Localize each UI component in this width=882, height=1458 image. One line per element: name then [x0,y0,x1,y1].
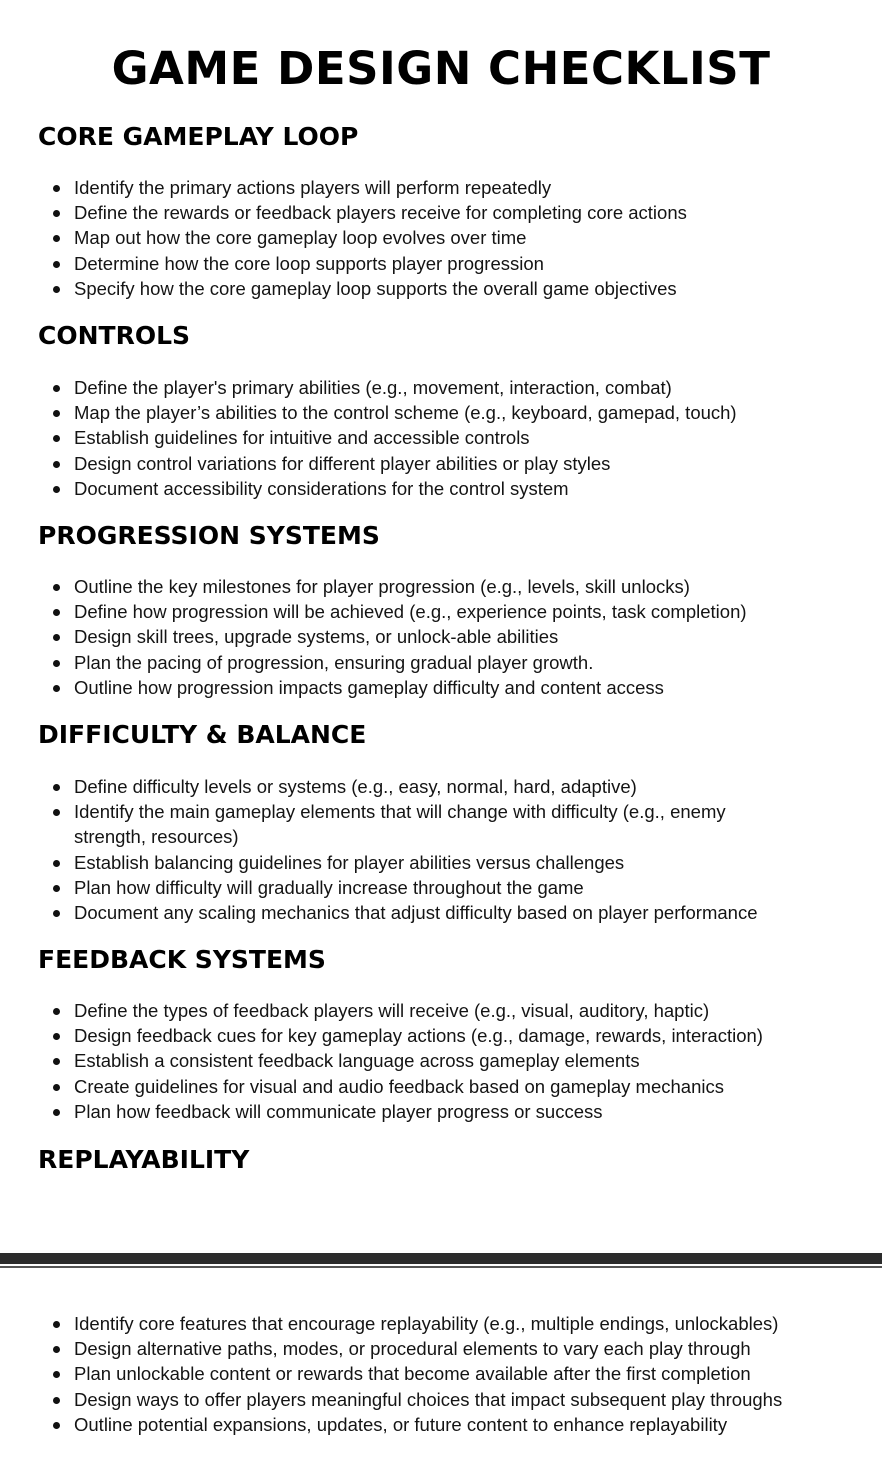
list-item [38,451,858,476]
section-difficulty-balance [38,720,858,925]
bullet-icon [53,1084,60,1091]
list-item [38,400,858,425]
section-heading: CORE GAMEPLAY LOOP [38,122,359,151]
bullet-icon [53,461,60,468]
item-text: Create guidelines for visual and audio feedback based on gameplay mechanics [74,1075,724,1097]
item-text: Define the types of feedback players will receive (e.g., visual, auditory, haptic) [74,1000,710,1021]
section-progression-systems [38,521,858,700]
list-item [38,1336,858,1361]
page-break-line [0,1266,882,1268]
bullet-icon [53,410,60,417]
item-text: Plan how difficulty will gradually increase throughout the game [74,876,584,898]
list-item [38,175,858,200]
item-text: Identify core features that encourage replayability (e.g., multiple endings, unlockables) [74,1313,779,1334]
bullet-icon [53,885,60,892]
item-text: Identify the main gameplay elements that will change with difficulty (e.g., enemy strength, resources) [74,801,726,848]
item-text: Map out how the core gameplay loop evolves over time [74,227,527,249]
list-item [38,624,858,649]
bullet-icon [53,235,60,242]
list-item [38,1099,858,1124]
checklist [38,998,858,1124]
section-replayability-items [38,1311,858,1437]
list-item [38,1023,858,1048]
section-controls [38,321,858,501]
list-item [38,1412,858,1437]
list-item [38,799,858,849]
bullet-icon [53,1346,60,1353]
list-item [38,1311,858,1336]
section-feedback-systems [38,945,858,1124]
section-heading: FEEDBACK SYSTEMS [38,945,326,974]
item-text: Design alternative paths, modes, or procedural elements to vary each play through [74,1338,751,1360]
item-text: Establish a consistent feedback language across gameplay elements [74,1050,640,1072]
bullet-icon [53,1033,60,1040]
item-text: Plan how feedback will communicate player progress or success [74,1100,603,1122]
section-heading: DIFFICULTY & BALANCE [38,720,367,749]
item-text: Document accessibility considerations for the control system [74,477,569,499]
list-item [38,650,858,675]
bullet-icon [53,1008,60,1015]
bullet-icon [53,1397,60,1404]
bullet-icon [53,385,60,392]
list-item [38,225,858,250]
list-item [38,1361,858,1386]
section-heading: CONTROLS [38,321,191,350]
bullet-icon [53,685,60,692]
bullet-icon [53,584,60,591]
checklist [38,175,858,301]
checklist [38,375,858,501]
item-text: Outline potential expansions, updates, or future content to enhance replayability [74,1413,728,1435]
item-text: Outline the key milestones for player progression (e.g., levels, skill unlocks) [74,576,690,597]
bullet-icon [53,1058,60,1065]
item-text: Define how progression will be achieved (e.g., experience points, task completion) [74,601,747,623]
section-heading: REPLAYABILITY [38,1145,250,1174]
bullet-icon [53,1371,60,1378]
list-item [38,675,858,700]
page-break [0,1253,882,1269]
item-text: Design ways to offer players meaningful choices that impact subsequent play throughs [74,1388,783,1410]
list-item [38,1048,858,1073]
bullet-icon [53,286,60,293]
list-item [38,375,858,400]
bullet-icon [53,486,60,493]
bullet-icon [53,910,60,917]
bullet-icon [53,185,60,192]
item-text: Define difficulty levels or systems (e.g., easy, normal, hard, adaptive) [74,776,637,797]
section-replayability [38,1145,858,1175]
list-item [38,425,858,450]
item-text: Document any scaling mechanics that adjust difficulty based on player performance [74,902,758,924]
bullet-icon [53,860,60,867]
bullet-icon [53,210,60,217]
bullet-icon [53,660,60,667]
checklist [38,1311,858,1437]
section-heading: PROGRESSION SYSTEMS [38,521,380,550]
item-text: Specify how the core gameplay loop supports the overall game objectives [74,277,677,299]
bullet-icon [53,1109,60,1116]
list-item [38,476,858,501]
bullet-icon [53,634,60,641]
list-item [38,200,858,225]
page-break-bar [0,1253,882,1264]
list-item [38,850,858,875]
list-item [38,574,858,599]
item-text: Plan the pacing of progression, ensuring gradual player growth. [74,651,594,673]
section-core-gameplay-loop [38,122,858,301]
item-text: Design feedback cues for key gameplay actions (e.g., damage, rewards, interaction) [74,1025,763,1047]
list-item [38,251,858,276]
item-text: Define the rewards or feedback players receive for completing core actions [74,202,687,224]
item-text: Design control variations for different player abilities or play styles [74,452,611,474]
item-text: Map the player’s abilities to the control scheme (e.g., keyboard, gamepad, touch) [74,402,737,424]
item-text: Design skill trees, upgrade systems, or unlock-able abilities [74,626,559,648]
item-text: Establish guidelines for intuitive and accessible controls [74,427,530,449]
item-text: Determine how the core loop supports player progression [74,252,544,274]
bullet-icon [53,1321,60,1328]
list-item [38,998,858,1023]
list-item [38,599,858,624]
bullet-icon [53,809,60,816]
list-item [38,875,858,900]
list-item [38,1387,858,1412]
item-text: Plan unlockable content or rewards that become available after the first completion [74,1363,751,1385]
checklist [38,774,858,925]
item-text: Outline how progression impacts gameplay difficulty and content access [74,676,664,698]
bullet-icon [53,261,60,268]
bullet-icon [53,784,60,791]
bullet-icon [53,609,60,616]
list-item [38,276,858,301]
item-text: Identify the primary actions players will perform repeatedly [74,177,552,198]
bullet-icon [53,435,60,442]
list-item [38,1074,858,1099]
list-item [38,774,858,799]
item-text: Establish balancing guidelines for player abilities versus challenges [74,851,625,873]
item-text: Define the player's primary abilities (e.g., movement, interaction, combat) [74,377,672,398]
page-title: GAME DESIGN CHECKLIST [111,42,771,95]
bullet-icon [53,1422,60,1429]
list-item [38,900,858,925]
checklist [38,574,858,700]
